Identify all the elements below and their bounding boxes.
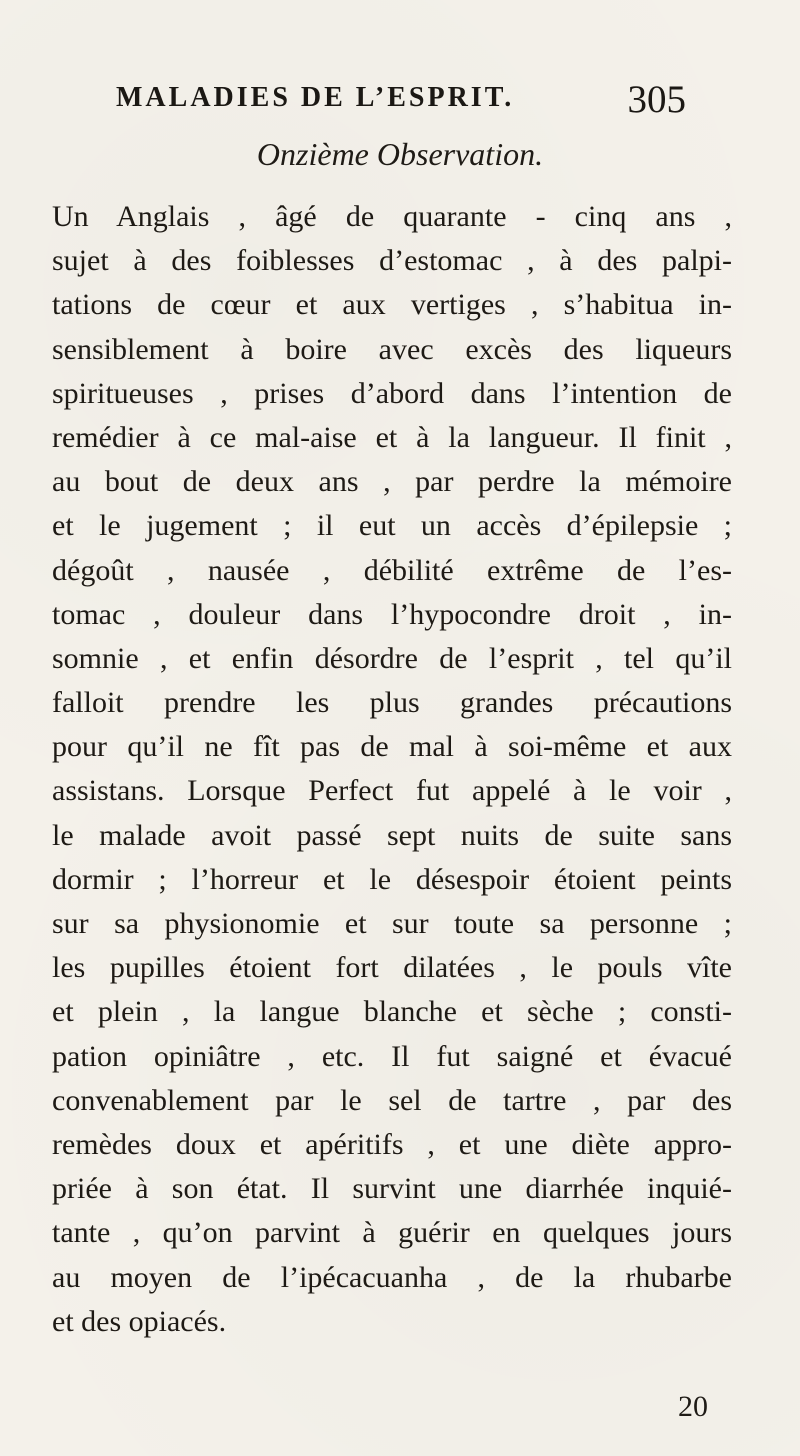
text-line: Un Anglais , âgé de quarante - cinq ans ,	[52, 200, 732, 233]
text-line: convenablement par le sel de tartre , par des	[52, 1083, 732, 1117]
text-line: et plein , la langue blanche et sèche ; consti-	[52, 995, 732, 1029]
text-line: sensiblement à boire avec excès des liqueurs	[52, 332, 732, 366]
text-line: tante , qu’on parvint à guérir en quelques jours	[52, 1216, 732, 1250]
text-line: remèdes doux et apéritifs , et une diète appro-	[52, 1127, 732, 1161]
text-line: au moyen de l’ipécacuanha , de la rhubarbe	[52, 1260, 732, 1294]
text-line: les pupilles étoient fort dilatées , le pouls vîte	[52, 951, 732, 985]
text-line: pation opiniâtre , etc. Il fut saigné et évacué	[52, 1039, 732, 1073]
body-text	[52, 195, 732, 1344]
text-line: sujet à des foiblesses d’estomac , à des palpi-	[52, 244, 732, 278]
text-line: le malade avoit passé sept nuits de suite sans	[52, 818, 732, 852]
text-line: tations de cœur et aux vertiges , s’habitua in-	[52, 288, 732, 322]
text-line: sur sa physionomie et sur toute sa personne ;	[52, 907, 732, 940]
text-line: remédier à ce mal-aise et à la langueur. Il finit ,	[52, 420, 732, 454]
text-line: pour qu’il ne fît pas de mal à soi-même et aux	[52, 730, 732, 764]
signature-mark: 20	[678, 1390, 708, 1423]
text-line: et des opiacés.	[52, 1304, 227, 1338]
text-line: au bout de deux ans , par perdre la mémoire	[52, 465, 732, 499]
text-line: somnie , et enfin désordre de l’esprit , tel qu’il	[52, 641, 732, 675]
observation-title: Onzième Observation.	[256, 136, 544, 172]
page-header	[116, 78, 686, 122]
text-line: assistans. Lorsque Perfect fut appelé à le voir ,	[52, 774, 732, 808]
running-head: MALADIES DE L’ESPRIT.	[116, 82, 515, 113]
text-line: falloit prendre les plus grandes précautions	[52, 686, 732, 720]
text-line: spiritueuses , prises d’abord dans l’intention de	[52, 376, 732, 410]
text-line: et le jugement ; il eut un accès d’épilepsie ;	[52, 509, 732, 543]
text-line: tomac , douleur dans l’hypocondre droit , in-	[52, 597, 732, 631]
page-number: 305	[627, 78, 686, 121]
text-line: dégoût , nausée , débilité extrême de l’es-	[52, 553, 732, 587]
text-line: dormir ; l’horreur et le désespoir étoient peints	[52, 862, 732, 896]
text-line: priée à son état. Il survint une diarrhée inquié-	[52, 1172, 732, 1206]
